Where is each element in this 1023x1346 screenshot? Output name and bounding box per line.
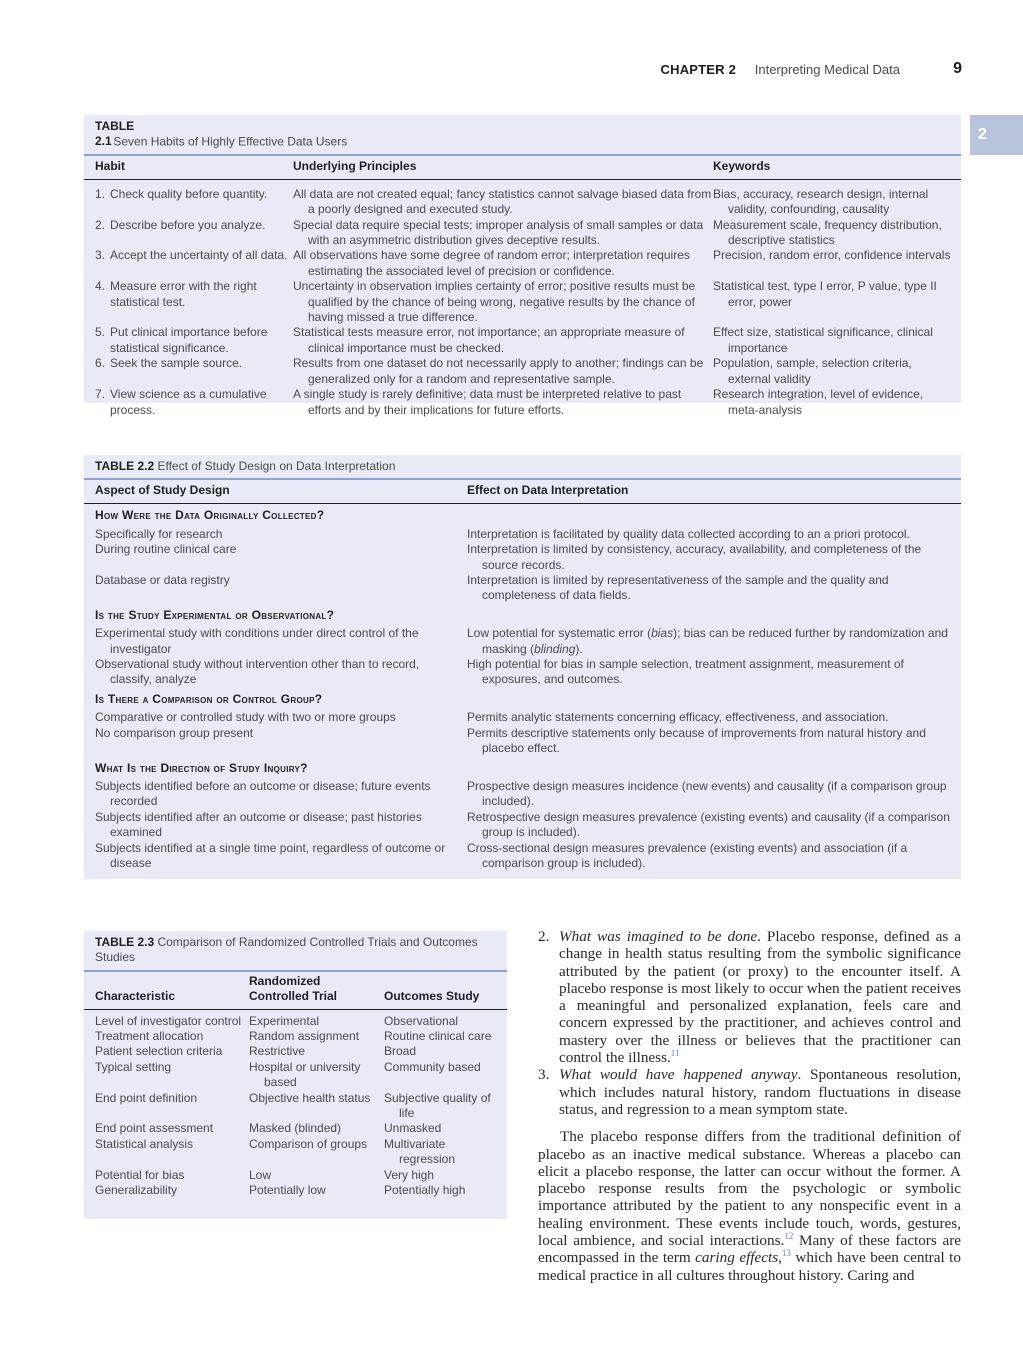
- column-header: Outcomes Study: [384, 989, 480, 1004]
- list-number: 3.: [538, 1066, 550, 1084]
- table-row: [84, 1183, 507, 1198]
- keywords-text: Bias, accuracy, research design, internal validity, confounding, causality: [713, 186, 929, 217]
- paragraph-text: Many of these factors are encompassed in the term: [538, 1232, 962, 1267]
- aspect-text: Observational study without intervention other than to record, classify, analyze: [95, 657, 420, 687]
- list-lead: What was imagined to be done: [559, 928, 758, 945]
- effect-cell: [467, 726, 961, 757]
- characteristic-cell: [84, 1121, 249, 1136]
- aspect-text: No comparison group present: [95, 725, 254, 740]
- habit-cell: [84, 279, 293, 325]
- characteristic-cell: [84, 1168, 249, 1183]
- table-row: [84, 726, 961, 757]
- rct-text: Masked (blinded): [249, 1121, 342, 1136]
- characteristic-text: Typical setting: [95, 1059, 172, 1074]
- effect-text: Interpretation is limited by consistency, accuracy, availability, and completeness of the source records.: [467, 542, 922, 572]
- effect-text: Cross-sectional design measures prevalence (existing events) and association (if a comparison group is included).: [467, 840, 908, 870]
- principle-text: Special data require special tests; improper analysis of small samples or data with an asymmetric distribution gives deceptive results.: [293, 217, 704, 248]
- outcomes-cell: [384, 1183, 507, 1198]
- effect-part: ).: [575, 641, 583, 656]
- paragraph: [538, 1128, 961, 1284]
- rct-cell: [249, 1137, 384, 1168]
- table-number: TABLE 2.2: [95, 459, 155, 473]
- table-row: [84, 1044, 507, 1059]
- outcomes-cell: [384, 1029, 507, 1044]
- effect-cell: [467, 779, 961, 810]
- table-header-row: [84, 156, 961, 179]
- rct-cell: [249, 1183, 384, 1198]
- table-header-row: [84, 972, 507, 1009]
- habit-label: Seek the sample source.: [110, 356, 243, 371]
- table-row: [84, 841, 961, 872]
- table-row: [84, 187, 961, 218]
- table-row: [84, 218, 961, 249]
- aspect-cell: [84, 657, 467, 688]
- rct-cell: [249, 1091, 384, 1122]
- principle-text: A single study is rarely definitive; data must be interpreted relative to past efforts and by their implications for future efforts.: [293, 387, 682, 417]
- table-caption: [84, 115, 961, 154]
- principle-cell: [293, 325, 713, 356]
- effect-cell: [467, 626, 961, 657]
- habit-cell: [84, 218, 293, 249]
- reference-link[interactable]: 12: [784, 1230, 794, 1241]
- table-row: [84, 626, 961, 657]
- list-lead: What would have happened anyway: [559, 1066, 798, 1084]
- list-text: . Placebo response, defined as a change in health status resulting from the symbolic significance attributed by the patient (or proxy) to the encounter itself. A placebo response is most likely to occur when the patient receives a meaningful and personalized explanation, feels care and concern expressed by the practitioner, and achieves control and mastery over the illness or believes that the practitioner can control the illness.: [559, 928, 962, 1067]
- keywords-text: Precision, random error, confidence intervals: [713, 248, 951, 263]
- table-row: [84, 542, 961, 573]
- keywords-text: Statistical test, type I error, P value, type II error, power: [713, 279, 937, 309]
- table-row: [84, 1168, 507, 1183]
- aspect-text: During routine clinical care: [95, 542, 237, 557]
- column-header: Underlying Principles: [293, 158, 417, 173]
- characteristic-text: Statistical analysis: [95, 1136, 194, 1151]
- table-title: Effect of Study Design on Data Interpretation: [157, 459, 396, 473]
- habit-number: 2.: [95, 217, 106, 232]
- table-row: [84, 1029, 507, 1044]
- principle-cell: [293, 279, 713, 325]
- habit-number: 6.: [95, 356, 106, 371]
- table-row: [84, 1060, 507, 1091]
- table-number: TABLE 2.3: [95, 935, 155, 949]
- habit-number: 5.: [95, 325, 106, 340]
- principle-text: All observations have some degree of random error; interpretation requires estimating the associated level of precision or confidence.: [293, 248, 690, 278]
- rct-text: Experimental: [249, 1013, 320, 1028]
- table-row: [84, 248, 961, 279]
- characteristic-cell: [84, 1137, 249, 1168]
- principle-cell: [293, 248, 713, 279]
- habit-cell: [84, 325, 293, 356]
- habit-number: 7.: [95, 387, 106, 402]
- characteristic-text: Level of investigator control: [95, 1013, 242, 1028]
- keywords-cell: [713, 218, 961, 249]
- paragraph-text: ,: [778, 1249, 782, 1267]
- effect-term: blinding: [534, 641, 576, 656]
- habit-number: 3.: [95, 248, 106, 263]
- characteristic-text: Treatment allocation: [95, 1029, 204, 1044]
- aspect-cell: [84, 626, 467, 657]
- table-row: [84, 779, 961, 810]
- aspect-cell: [84, 710, 467, 725]
- characteristic-text: End point assessment: [95, 1121, 214, 1136]
- outcomes-text: Multivariate regression: [384, 1136, 456, 1167]
- outcomes-text: Subjective quality of life: [384, 1090, 491, 1121]
- column-header: Aspect of Study Design: [95, 483, 230, 498]
- section-heading: What Is the Direction of Study Inquiry?: [95, 760, 308, 775]
- habit-text: [95, 218, 293, 233]
- chapter-label: CHAPTER 2: [660, 62, 736, 77]
- table-title: Seven Habits of Highly Effective Data Users: [113, 134, 348, 149]
- chapter-title: Interpreting Medical Data: [754, 62, 900, 77]
- section-heading: Is There a Comparison or Control Group?: [95, 691, 323, 706]
- reference-link[interactable]: 11: [670, 1048, 680, 1059]
- table-title: Comparison of Randomized Controlled Trials and Outcomes Studies: [95, 935, 478, 965]
- paragraph-text: The placebo response differs from the traditional definition of placebo as an inactive medical substance. Whereas a placebo can elicit a placebo response, the latter can occur without the former. A placebo response results from the psychologic or symbolic importance attributed by the patient to any nonspecific event in a healing environment. These events include touch, words, gestures, local ambience, and social interactions.: [538, 1128, 961, 1250]
- habit-label: Measure error with the right statistical test.: [110, 279, 257, 309]
- keywords-cell: [713, 279, 961, 325]
- habit-text: [95, 387, 293, 418]
- column-header: Habit: [95, 158, 125, 173]
- table-row: [84, 325, 961, 356]
- rct-cell: [249, 1060, 384, 1091]
- effect-cell: [467, 657, 961, 688]
- effect-text: High potential for bias in sample selection, treatment assignment, measurement of exposures, and outcomes.: [467, 657, 904, 687]
- table-row: [84, 657, 961, 688]
- chapter-tab: 2: [970, 115, 1023, 155]
- aspect-text: Subjects identified after an outcome or disease; past histories examined: [95, 809, 422, 840]
- aspect-text: Subjects identified at a single time point, regardless of outcome or disease: [95, 840, 446, 870]
- habit-cell: [84, 387, 293, 418]
- characteristic-cell: [84, 1183, 249, 1198]
- outcomes-text: Community based: [384, 1059, 481, 1074]
- effect-cell: [467, 810, 961, 841]
- habit-label: Put clinical importance before statistical significance.: [110, 325, 268, 355]
- habit-text: [95, 325, 293, 356]
- characteristic-cell: [84, 1060, 249, 1091]
- principle-cell: [293, 187, 713, 218]
- characteristic-cell: [84, 1091, 249, 1122]
- rct-cell: [249, 1014, 384, 1029]
- table-body: [84, 504, 961, 871]
- habit-label: Accept the uncertainty of all data.: [110, 248, 288, 263]
- aspect-text: Experimental study with conditions under direct control of the investigator: [95, 626, 419, 656]
- aspect-text: Subjects identified before an outcome or disease; future events recorded: [95, 778, 431, 809]
- principle-text: Results from one dataset do not necessarily apply to another; findings can be generalized only for a random and representative sample.: [293, 356, 704, 386]
- aspect-text: Specifically for research: [95, 526, 223, 541]
- rct-text: Objective health status: [249, 1090, 371, 1105]
- column-header: Randomized Controlled Trial: [249, 973, 338, 1004]
- principle-text: All data are not created equal; fancy statistics cannot salvage biased data from a poorly designed and executed study.: [293, 186, 712, 217]
- effect-part: ); bias can be reduced further by randomization and masking (: [482, 626, 948, 656]
- outcomes-text: Very high: [384, 1167, 435, 1182]
- principle-cell: [293, 356, 713, 387]
- characteristic-text: Generalizability: [95, 1183, 178, 1198]
- keywords-text: Effect size, statistical significance, clinical importance: [713, 325, 933, 355]
- rct-text: Restrictive: [249, 1044, 306, 1059]
- outcomes-cell: [384, 1044, 507, 1059]
- body-text: [538, 928, 961, 1284]
- effect-term: bias: [651, 626, 674, 641]
- characteristic-text: Potential for bias: [95, 1167, 185, 1182]
- effect-text: Permits analytic statements concerning efficacy, effectiveness, and association.: [467, 710, 889, 725]
- principle-cell: [293, 387, 713, 418]
- outcomes-cell: [384, 1091, 507, 1122]
- table-caption: [84, 455, 961, 478]
- outcomes-cell: [384, 1137, 507, 1168]
- paragraph-text: which have been central to medical practice in all cultures throughout history. Caring and: [538, 1249, 961, 1284]
- table-row: [84, 1137, 507, 1168]
- outcomes-text: Observational: [384, 1013, 459, 1028]
- list-item: [538, 1066, 961, 1118]
- outcomes-cell: [384, 1168, 507, 1183]
- table-caption: [84, 931, 507, 970]
- aspect-cell: [84, 779, 467, 810]
- table-2-3: [84, 931, 507, 1219]
- habit-label: Describe before you analyze.: [110, 217, 266, 232]
- habit-label: View science as a cumulative process.: [110, 387, 267, 417]
- outcomes-text: Broad: [384, 1044, 417, 1059]
- list-number: 2.: [538, 928, 550, 945]
- effect-cell: [467, 710, 961, 725]
- aspect-cell: [84, 573, 467, 604]
- characteristic-cell: [84, 1014, 249, 1029]
- aspect-text: Database or data registry: [95, 573, 230, 588]
- running-header: [0, 60, 1023, 82]
- table-header-row: [84, 480, 961, 503]
- rct-text: Potentially low: [249, 1183, 326, 1198]
- keywords-cell: [713, 356, 961, 387]
- section-heading: How Were the Data Originally Collected?: [95, 508, 325, 523]
- rct-text: Low: [249, 1167, 272, 1182]
- aspect-cell: [84, 527, 467, 542]
- table-body: [84, 1010, 507, 1199]
- table-row: [84, 279, 961, 325]
- term-emphasis: caring effects: [695, 1249, 779, 1267]
- rct-text: Random assignment: [249, 1029, 360, 1044]
- column-header: Keywords: [713, 158, 771, 173]
- table-row: [84, 1091, 507, 1122]
- rct-text: Comparison of groups: [249, 1136, 368, 1151]
- habit-cell: [84, 187, 293, 218]
- list-text: . Spontaneous resolution, which includes natural history, random fluctuations in disease status, and regression to a mean symptom state.: [559, 1066, 961, 1118]
- column-header: Effect on Data Interpretation: [467, 483, 629, 498]
- table-row: [84, 527, 961, 542]
- aspect-cell: [84, 726, 467, 757]
- habit-number: 1.: [95, 186, 106, 201]
- aspect-cell: [84, 542, 467, 573]
- table-row: [84, 573, 961, 604]
- keywords-text: Research integration, level of evidence, meta-analysis: [713, 387, 924, 417]
- rct-cell: [249, 1029, 384, 1044]
- outcomes-text: Routine clinical care: [384, 1029, 492, 1044]
- habit-label: Check quality before quantity.: [110, 186, 268, 201]
- keywords-cell: [713, 387, 961, 418]
- table-row: [84, 387, 961, 418]
- table-2-2: [84, 455, 961, 879]
- reference-link[interactable]: 13: [781, 1248, 791, 1259]
- habit-cell: [84, 356, 293, 387]
- principle-text: Uncertainty in observation implies certainty of error; positive results must be qualified by the chance of being wrong, negative results by the chance of having missed a true difference.: [293, 279, 696, 325]
- keywords-cell: [713, 248, 961, 279]
- habit-text: [95, 248, 293, 263]
- effect-part: Low potential for systematic error (: [467, 626, 652, 641]
- outcomes-text: Unmasked: [384, 1121, 442, 1136]
- effect-text: Interpretation is limited by representativeness of the sample and the quality and completeness of data fields.: [467, 573, 889, 603]
- effect-cell: [467, 527, 961, 542]
- keywords-text: Measurement scale, frequency distribution, descriptive statistics: [713, 217, 942, 248]
- habit-text: [95, 279, 293, 310]
- outcomes-text: Potentially high: [384, 1183, 466, 1198]
- effect-cell: [467, 573, 961, 604]
- characteristic-cell: [84, 1029, 249, 1044]
- keywords-cell: [713, 187, 961, 218]
- rct-text: Hospital or university based: [249, 1059, 361, 1090]
- characteristic-text: Patient selection criteria: [95, 1044, 223, 1059]
- aspect-cell: [84, 841, 467, 872]
- effect-text: Prospective design measures incidence (new events) and causality (if a comparison group included).: [467, 778, 947, 809]
- table-row: [84, 710, 961, 725]
- effect-text: Interpretation is facilitated by quality data collected according to an a priori protocol.: [467, 526, 910, 541]
- table-body: [84, 180, 961, 418]
- rct-cell: [249, 1044, 384, 1059]
- aspect-cell: [84, 810, 467, 841]
- rct-cell: [249, 1121, 384, 1136]
- outcomes-cell: [384, 1014, 507, 1029]
- effect-cell: [467, 542, 961, 573]
- table-number: TABLE 2.1: [95, 119, 135, 149]
- habit-cell: [84, 248, 293, 279]
- rct-cell: [249, 1168, 384, 1183]
- characteristic-cell: [84, 1044, 249, 1059]
- habit-number: 4.: [95, 279, 106, 294]
- table-row: [84, 1014, 507, 1029]
- section-heading: Is the Study Experimental or Observational?: [95, 607, 335, 622]
- effect-text: [467, 626, 953, 657]
- table-row: [84, 1121, 507, 1136]
- page-number: 9: [953, 60, 962, 77]
- principle-cell: [293, 218, 713, 249]
- outcomes-cell: [384, 1121, 507, 1136]
- table-2-1: [84, 115, 961, 417]
- keywords-cell: [713, 325, 961, 356]
- aspect-text: Comparative or controlled study with two or more groups: [95, 710, 396, 725]
- habit-text: [95, 187, 293, 202]
- table-row: [84, 356, 961, 387]
- effect-text: Retrospective design measures prevalence (existing events) and causality (if a comparison group is included).: [467, 809, 950, 840]
- table-row: [84, 810, 961, 841]
- effect-cell: [467, 841, 961, 872]
- characteristic-text: End point definition: [95, 1090, 198, 1105]
- list-item: [538, 928, 961, 1066]
- keywords-text: Population, sample, selection criteria, external validity: [713, 356, 912, 386]
- effect-text: Permits descriptive statements only because of improvements from natural history and placebo effect.: [467, 725, 926, 756]
- habit-text: [95, 356, 293, 371]
- principle-text: Statistical tests measure error, not importance; an appropriate measure of clinical importance must be checked.: [293, 325, 685, 355]
- outcomes-cell: [384, 1060, 507, 1091]
- column-header: Characteristic: [95, 989, 176, 1004]
